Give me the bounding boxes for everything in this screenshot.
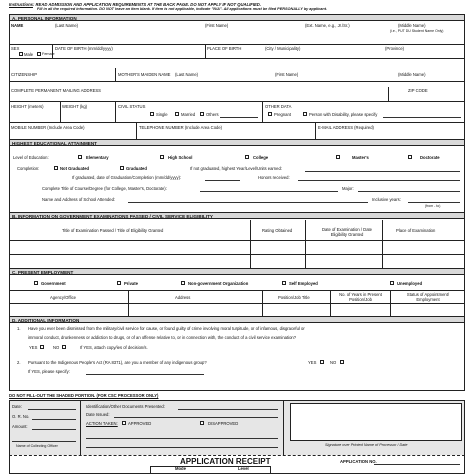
others-label: Others [206,112,219,117]
divider [9,101,465,102]
processor-notice: DO NOT FILL-OUT THE SHADED PORTION. (FOR CSC PROCESSOR ONLY) [9,393,159,398]
ngo-checkbox[interactable] [181,281,185,285]
other-data-label: OTHER DATA [265,104,292,109]
date-issued-label: Date Issued: [86,412,110,417]
q2-ifyes: If YES, please specify: [28,369,70,374]
not-graduated-checkbox[interactable] [54,166,58,170]
mobile-label: MOBILE NUMBER (Include Area Code) [11,125,85,130]
ext-name-caption: (Ext. Name, e.g., Jr./Sr.) [305,23,350,28]
level-label: Level of Education: [13,155,49,160]
q2-yes-label: YES [308,360,317,365]
application-no-label: APPLICATION NO. [340,459,377,464]
honors-line [298,180,460,181]
mother-last-caption: (Last Name) [175,72,199,77]
graduated-checkbox[interactable] [120,166,124,170]
honors-label: Honors received: [258,175,290,180]
q2-line1: Pursuant to the Indigenous People's Act (RA 8371), are you a member of any indigenous group? [28,360,207,365]
elementary-checkbox[interactable] [78,155,82,159]
q1-number: 1. [17,326,21,331]
section-c-header: C. PRESENT EMPLOYMENT [9,268,465,275]
divider [9,240,465,241]
q1-yes-label: YES [29,345,38,350]
disapproved-label: DISAPPROVED [208,421,239,426]
mothers-maiden-label: MOTHER'S MAIDEN NAME [118,72,171,77]
exam-place-header: Place of Examination [396,228,436,233]
instructions-line1: : READ ADMISSION AND APPLICATION REQUIREMENTS AT THE BACK PAGE. DO NOT APPLY IF NOT QUALIFIED. [32,2,261,7]
unemployed-checkbox[interactable] [390,281,394,285]
status-header: Status of Appointment/ Employment [406,292,450,302]
remarks-line [86,438,278,439]
exam-title-header: Title of Examination Passed / Title of Eligibility Granted [62,228,164,233]
divider [270,466,271,474]
divider [9,58,465,59]
mother-middle-caption: (Middle Name) [398,72,426,77]
citizenship-label: CITIZENSHIP [11,72,38,77]
approved-checkbox[interactable] [122,421,126,425]
section-a-header: A. PERSONAL INFORMATION [9,14,465,21]
name-label: NAME [11,23,24,28]
others-checkbox[interactable] [200,112,204,116]
processor-signature-label: Signature over Printed Name of Processor / Date [325,443,408,447]
q2-no-checkbox[interactable] [340,360,344,364]
highschool-checkbox[interactable] [160,155,164,159]
inclusive-line [408,202,460,203]
receipt-mode-label: Mode [175,466,186,471]
section-d-header: D. ADDITIONAL INFORMATION [9,316,465,323]
single-label: Single [156,112,168,117]
divider [250,220,251,268]
from-to-caption: (from - to) [425,204,441,208]
address-label: COMPLETE PERMANENT MAILING ADDRESS [11,88,101,93]
graduated-label: Graduated [126,166,147,171]
pob-label: PLACE OF BIRTH [207,46,242,51]
or-no-line [32,419,76,420]
if-grad-line [205,180,240,181]
instructions-line2: Fill in all the required information. DO NOT leave an item blank. If item is not applicable, indicate "N/A". All applications must be filed PERSONALLY by applicant. [37,7,328,11]
divider [9,290,465,291]
exam-date-header: Date of Examination / Date Eligibility Granted [321,227,373,237]
q1-no-label: NO [53,345,60,350]
pwd-line [383,117,461,118]
inclusive-label: Inclusive years: [372,197,401,202]
province-caption: (Province) [385,46,405,51]
male-label: Male [24,52,34,57]
application-no-line [374,464,460,465]
q2-specify-line [86,374,204,375]
collecting-line [12,441,76,442]
others-line [220,117,258,118]
disapproved-checkbox[interactable] [200,421,204,425]
divider [388,87,389,101]
divider [382,220,383,268]
collecting-officer-label: Name of Collecting Officer [16,444,58,448]
action-taken-label: ACTION TAKEN: [86,421,118,426]
email-label: E-MAIL ADDRESS (Required) [318,125,374,130]
table-row [9,254,465,255]
instructions-label: Instructions [9,2,33,7]
agency-header: Agency/Office [50,295,76,300]
ngo-label: Non-government Organization [188,281,249,286]
private-checkbox[interactable] [117,281,121,285]
school-label: Name and Address of School Attended: [42,197,116,202]
not-graduated-label: Not Graduated [60,166,90,171]
married-checkbox[interactable] [175,112,179,116]
divider [150,466,151,474]
if-grad-label: If graduated, date of Graduation/Completion (mm/dd/yyyy): [72,175,182,180]
female-label: Female [42,52,55,56]
completion-label: Completion: [17,166,40,171]
amount-line [32,429,76,430]
highschool-label: High School [168,155,193,160]
education-header: HIGHEST EDUCATIONAL ATTAINMENT [9,139,465,146]
q1-line1: Have you ever been dismissed from the military/civil service for cause, or found guilty of crime involving moral turpitude, or of infamous, disgraceful or [28,326,305,331]
divider [60,102,61,122]
course-label: Complete Title of Course/Degree (for College, Master's, Doctorate): [42,186,167,191]
id-docs-label: Identification/Other Documents Presented: [86,404,165,409]
major-label: Major: [342,186,354,191]
middle-name-caption: (Middle Name) [398,23,426,28]
if-not-grad-line [305,171,460,172]
civil-status-label: CIVIL STATUS [118,104,146,109]
pregnant-label: Pregnant [274,112,291,117]
last-name-caption: (Last Name) [55,23,79,28]
q2-yes-checkbox[interactable] [320,360,324,364]
receipt-title: APPLICATION RECEIPT [180,457,271,466]
first-name-caption: (First Name) [205,23,229,28]
date-issued-line [114,417,278,418]
q1-no-checkbox[interactable] [62,345,66,349]
single-checkbox[interactable] [150,112,154,116]
masters-checkbox[interactable] [336,155,340,159]
divider [283,400,284,455]
processor-signature-box [290,403,462,441]
government-label: Government [41,281,66,286]
section-b-header: B. INFORMATION ON GOVERNMENT EXAMINATIONS PASSED / CIVIL SERVICE ELIGIBILITY [9,212,465,219]
q2-no-label: NO [330,360,337,365]
college-checkbox[interactable] [245,155,249,159]
divider [150,466,270,467]
approved-label: APPROVED [128,421,152,426]
divider [9,44,465,45]
course-line [200,191,338,192]
telephone-label: TELEPHONE NUMBER (Include Area Code) [139,125,223,130]
doctorate-checkbox[interactable] [408,155,412,159]
self-employed-label: Self Employed [289,281,318,286]
unemployed-label: Unemployed [397,281,423,286]
divider [136,123,137,139]
id-docs-line [178,409,278,410]
college-label: College [253,155,269,160]
school-line [128,202,368,203]
height-label: HEIGHT (meters) [11,104,44,109]
q2-number: 2. [17,360,21,365]
male-checkbox[interactable] [19,52,23,56]
divider [305,220,306,268]
divider [9,81,465,82]
pwd-label: Person with Disability, please specify [309,112,378,117]
female-checkbox[interactable] [37,52,41,56]
government-checkbox[interactable] [34,281,38,285]
self-employed-checkbox[interactable] [282,281,286,285]
divider [9,122,465,123]
address-header: Address [175,295,191,300]
divider [115,102,116,122]
private-label: Private [124,281,138,286]
divider [9,303,465,304]
divider [115,68,116,81]
years-header: No. of Years in Present Position/Job [339,292,382,302]
proc-date-label: Date: [12,404,23,409]
cut-line [9,455,465,456]
q1-ifyes: If YES, attach copy/ies of decision/s. [80,345,148,350]
q1-yes-checkbox[interactable] [40,345,44,349]
proc-date-line [28,409,76,410]
doctorate-label: Doctorate [420,155,440,160]
rating-header: Rating Obtained [262,228,293,233]
city-caption: (City / Municipality) [265,46,301,51]
divider [315,123,316,139]
elementary-label: Elementary [86,155,109,160]
weight-label: WEIGHT (kg) [62,104,88,109]
position-header: Position/Job Title [278,295,310,300]
q1-line2: immoral conduct, drunkenness or addiction to drugs, or of an offense relative to, or in connection with, the conduct of a civil service examination? [28,335,297,340]
receipt-level-label: Level [238,466,249,471]
or-no-label: O. R. No. [12,414,30,419]
major-line [358,191,460,192]
amount-label: Amount: [12,424,28,429]
dob-label: DATE OF BIRTH (mm/dd/yyyy) [55,46,113,51]
name-note: (i.e., PUT DU Student Name Only) [390,29,444,33]
zip-label: ZIP CODE [408,88,428,93]
if-not-grad-label: If not graduated, highest Year/Level/Units earned: [190,166,282,171]
pregnant-checkbox[interactable] [268,112,272,116]
sex-label: SEX [11,46,20,51]
remarks-line [86,447,278,448]
divider [205,44,206,58]
masters-label: Master's [352,155,369,160]
pwd-checkbox[interactable] [303,112,307,116]
mother-first-caption: (First Name) [275,72,299,77]
divider [262,102,263,122]
divider [80,400,81,455]
married-label: Married [181,112,196,117]
